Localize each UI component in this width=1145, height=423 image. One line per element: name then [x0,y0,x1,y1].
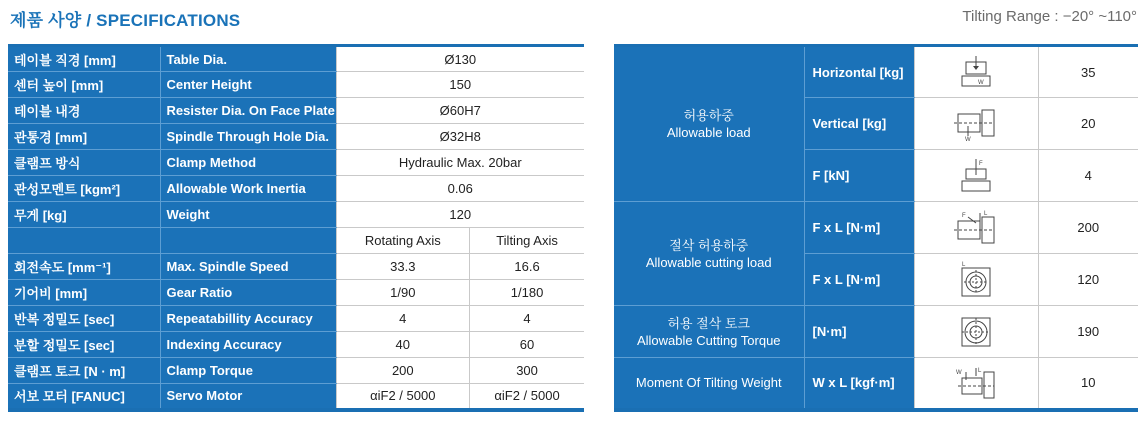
row-label: Horizontal [kg] [804,46,914,98]
row-label-ko: 테이블 내경 [8,98,160,124]
row-label-en: Resister Dia. On Face Plate [160,98,336,124]
svg-text:W: W [978,80,984,86]
blank-cell [160,228,336,254]
table-row [614,306,1138,358]
row-label: F [kN] [804,150,914,202]
table-row [8,280,584,306]
table-row [8,332,584,358]
tilting-axis-value: 60 [470,332,584,358]
table-row [8,124,584,150]
row-label-en: Indexing Accuracy [160,332,336,358]
row-value: 20 [1038,98,1138,150]
row-value: 120 [336,202,584,228]
table-row [8,150,584,176]
table-row [8,306,584,332]
tilting-axis-value: 16.6 [470,254,584,280]
svg-text:F: F [962,212,966,219]
group-allowable-load: 허용하중 Allowable load [614,46,804,202]
group-cutting-torque: 허용 절삭 토크 Allowable Cutting Torque [614,306,804,358]
cutting-load-front-icon [914,254,1038,306]
cutting-load-side-icon [914,202,1038,254]
tilting-moment-icon [914,358,1038,410]
table-row [8,202,584,228]
row-label-en: Allowable Work Inertia [160,176,336,202]
table-row [8,384,584,410]
tilting-range: Tilting Range : −20° ~110° [962,8,1137,25]
table-row [614,358,1138,410]
row-label-ko: 관통경 [mm] [8,124,160,150]
rotating-axis-value: 4 [336,306,470,332]
row-label-ko: 관성모멘트 [kgm²] [8,176,160,202]
row-label-ko: 테이블 직경 [mm] [8,46,160,72]
rotating-axis-value: αiF2 / 5000 [336,384,470,410]
row-label-ko: 센터 높이 [mm] [8,72,160,98]
spec-table-left [8,44,584,412]
svg-text:F: F [979,160,983,167]
svg-text:L: L [962,261,966,268]
axis-header-row [8,228,584,254]
table-row [8,46,584,72]
tilting-axis-value: 4 [470,306,584,332]
row-label-en: Clamp Torque [160,358,336,384]
row-value: 10 [1038,358,1138,410]
row-label: [N·m] [804,306,914,358]
row-value: 190 [1038,306,1138,358]
blank-cell [8,228,160,254]
row-label-en: Weight [160,202,336,228]
svg-text:L: L [978,367,982,374]
row-label-ko: 클램프 토크 [N · m] [8,358,160,384]
row-label-en: Repeatabillity Accuracy [160,306,336,332]
row-value: 0.06 [336,176,584,202]
row-label-ko: 서보 모터 [FANUC] [8,384,160,410]
table-row [8,98,584,124]
rotating-axis-value: 33.3 [336,254,470,280]
table-row [8,358,584,384]
rotating-axis-value: 40 [336,332,470,358]
horizontal-load-icon [914,46,1038,98]
row-label-ko: 반복 정밀도 [sec] [8,306,160,332]
group-cutting-load: 절삭 허용하중 Allowable cutting load [614,202,804,306]
table-row [8,254,584,280]
tilting-axis-value: 300 [470,358,584,384]
row-value: Ø130 [336,46,584,72]
svg-text:L: L [984,210,988,217]
svg-text:W: W [956,369,962,376]
row-value: Ø32H8 [336,124,584,150]
row-label-en: Table Dia. [160,46,336,72]
row-label-en: Clamp Method [160,150,336,176]
row-label: Vertical [kg] [804,98,914,150]
row-value: 4 [1038,150,1138,202]
table-row [614,46,1138,98]
row-label-en: Max. Spindle Speed [160,254,336,280]
row-label-ko: 클램프 방식 [8,150,160,176]
row-value: 200 [1038,202,1138,254]
row-label-en: Spindle Through Hole Dia. [160,124,336,150]
page-title: 제품 사양 / SPECIFICATIONS [10,11,241,30]
rotating-axis-value: 1/90 [336,280,470,306]
row-label-ko: 무게 [kg] [8,202,160,228]
row-value: Hydraulic Max. 20bar [336,150,584,176]
row-label-ko: 회전속도 [mm⁻¹] [8,254,160,280]
row-value: 150 [336,72,584,98]
row-label: F x L [N·m] [804,202,914,254]
svg-text:W: W [965,136,971,142]
table-row [8,72,584,98]
row-value: 120 [1038,254,1138,306]
table-row [8,176,584,202]
row-label-ko: 분할 정밀도 [sec] [8,332,160,358]
rotating-axis-value: 200 [336,358,470,384]
row-value: Ø60H7 [336,98,584,124]
table-row [614,202,1138,254]
spec-table-right [614,44,1138,412]
row-label-en: Servo Motor [160,384,336,410]
rotating-axis-header: Rotating Axis [336,228,470,254]
tilting-axis-header: Tilting Axis [470,228,584,254]
row-label-en: Center Height [160,72,336,98]
vertical-load-icon [914,98,1038,150]
row-label-en: Gear Ratio [160,280,336,306]
tilting-axis-value: 1/180 [470,280,584,306]
group-tilting-moment: Moment Of Tilting Weight [614,358,804,410]
row-label-ko: 기어비 [mm] [8,280,160,306]
row-label: F x L [N·m] [804,254,914,306]
row-value: 35 [1038,46,1138,98]
axial-force-icon [914,150,1038,202]
cutting-torque-icon [914,306,1038,358]
row-label: W x L [kgf·m] [804,358,914,410]
tilting-axis-value: αiF2 / 5000 [470,384,584,410]
